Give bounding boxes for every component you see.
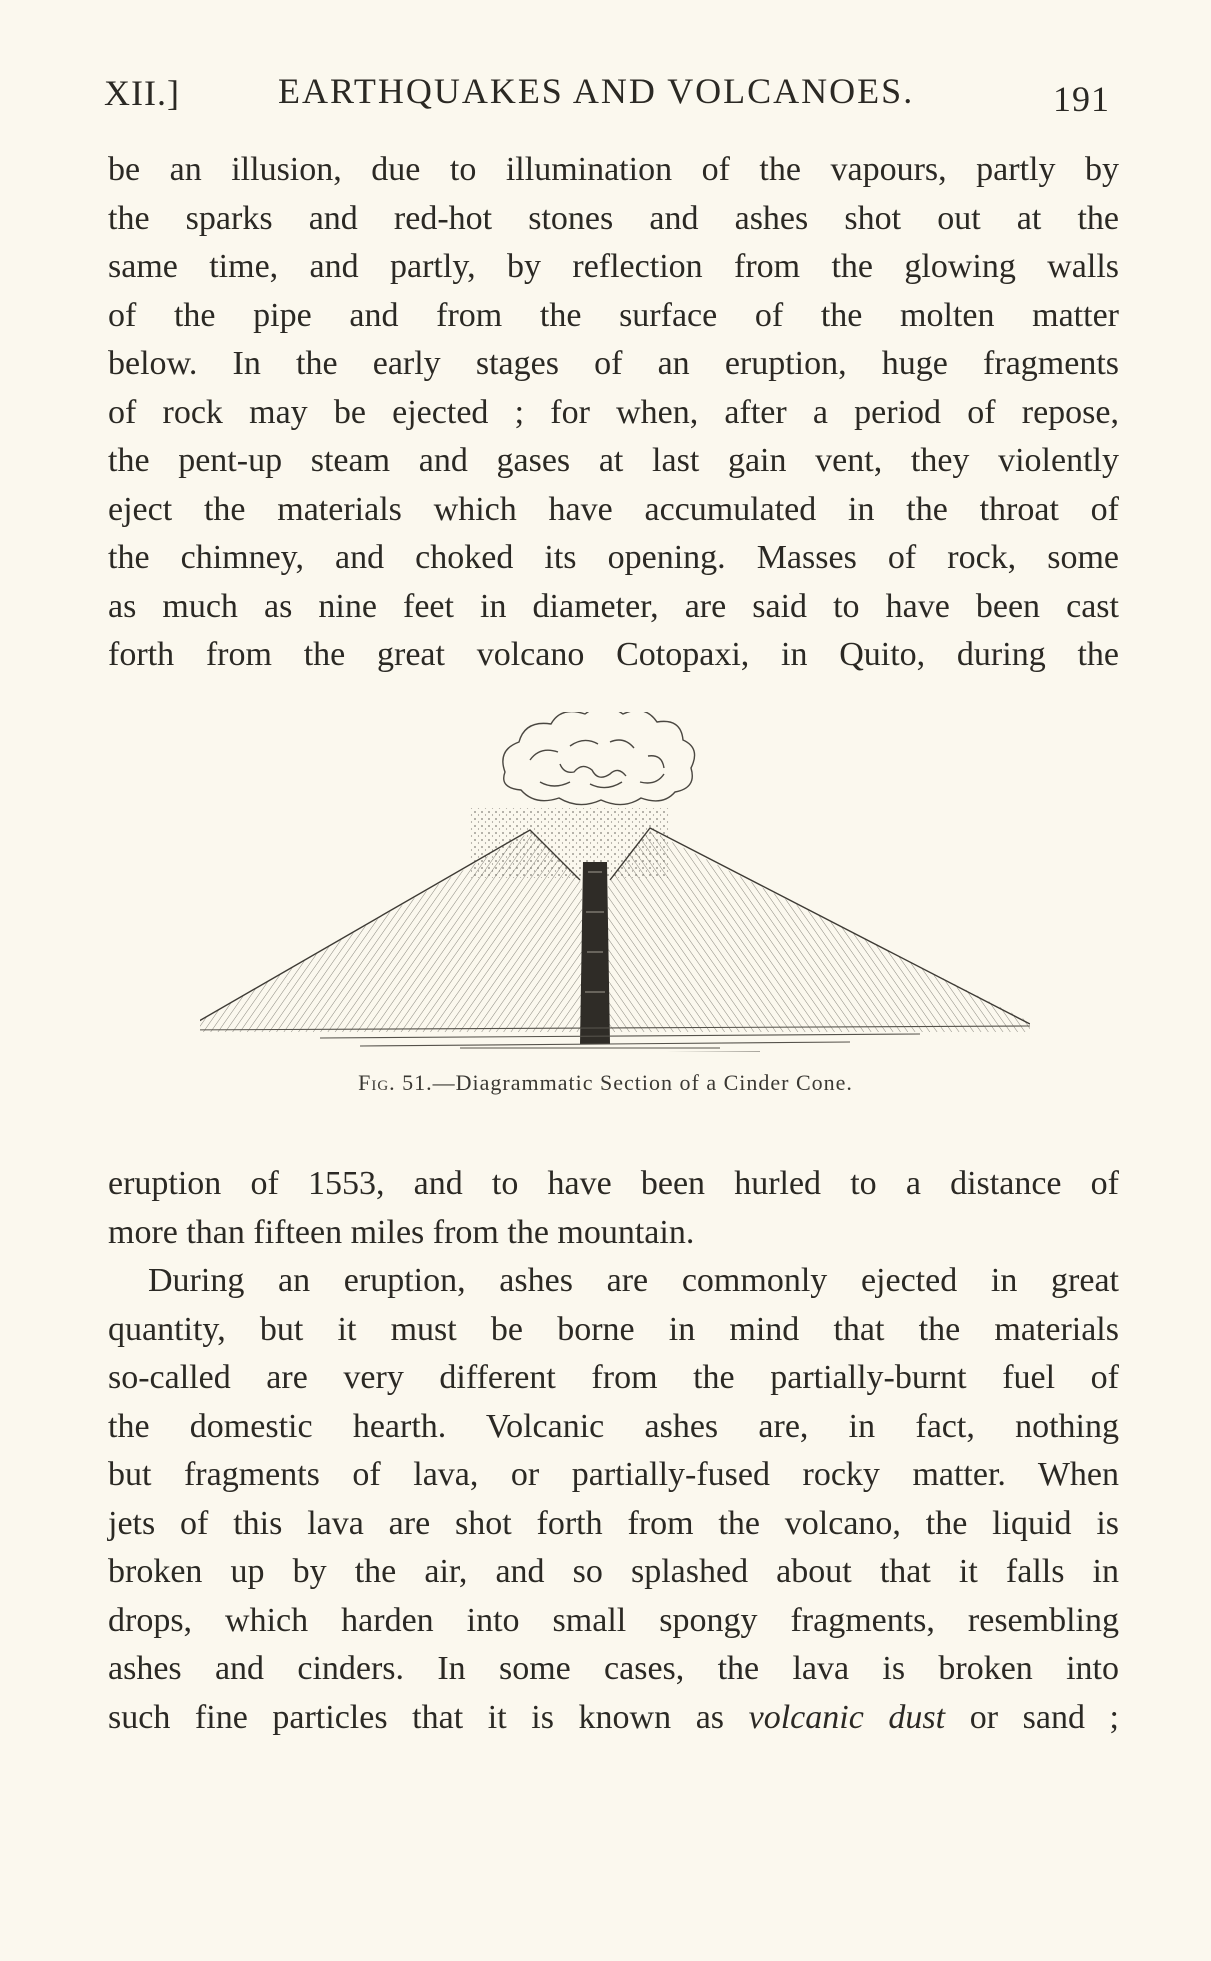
page-number: 191 — [1053, 79, 1110, 119]
text-line: During an eruption, ashes are commonly ejected in great — [148, 1262, 1119, 1299]
cone-left-flank — [200, 832, 582, 1032]
text-line: of rock may be ejected ; for when, after a period of repose, — [108, 393, 1119, 431]
cinder-cone-illustration — [200, 712, 1030, 1052]
running-head — [104, 66, 1112, 119]
figure-caption — [0, 1070, 1211, 1096]
text-line: quantity, but it must be borne in mind that the materials — [108, 1310, 1119, 1348]
cinder-cone-figure — [200, 712, 1030, 1052]
italic-term: volcanic dust — [748, 1698, 946, 1736]
text-line: the domestic hearth. Volcanic ashes are, in fact, nothing — [108, 1407, 1119, 1445]
text-line: broken up by the air, and so splashed about that it falls in — [108, 1553, 1119, 1590]
text-line: eject the materials which have accumulated in the throat of — [108, 490, 1119, 528]
text-line: same time, and partly, by reflection from the glowing walls — [108, 248, 1119, 285]
text-line: be an illusion, due to illumination of the vapours, partly by — [108, 151, 1119, 188]
text-line: as much as nine feet in diameter, are said to have been cast — [108, 587, 1119, 625]
text-line-final — [108, 1694, 1119, 1743]
figure-caption-text: —Diagrammatic Section of a Cinder Cone. — [432, 1070, 853, 1095]
text-line: eruption of 1553, and to have been hurled to a distance of — [108, 1165, 1119, 1202]
text-line: jets of this lava are shot forth from the volcano, the liquid is — [108, 1504, 1119, 1542]
text-line: of the pipe and from the surface of the molten matter — [108, 296, 1119, 334]
text-line: the chimney, and choked its opening. Masses of rock, some — [108, 539, 1119, 576]
text-line: forth from the great volcano Cotopaxi, in Quito, during the — [108, 636, 1119, 673]
paragraph-1-continued-and-paragraph-2 — [108, 1160, 1119, 1742]
eruption-cloud — [503, 712, 695, 805]
text-line: so-called are very different from the partially-burnt fuel of — [108, 1359, 1119, 1396]
volcanic-pipe — [580, 862, 610, 1044]
text-segment: or sand ; — [945, 1698, 1120, 1736]
figure-label: Fig. 51. — [358, 1070, 433, 1095]
text-line: the pent-up steam and gases at last gain vent, they violently — [108, 442, 1119, 479]
text-line: but fragments of lava, or partially-fused rocky matter. When — [108, 1456, 1119, 1493]
text-line: below. In the early stages of an eruption, huge fragments — [108, 345, 1119, 382]
text-line: drops, which harden into small spongy fragments, resembling — [108, 1601, 1119, 1639]
text-line: more than fifteen miles from the mountain. — [108, 1213, 695, 1251]
chapter-marker: XII.] — [104, 73, 180, 113]
cone-right-flank — [608, 830, 1030, 1032]
paragraph-1 — [108, 146, 1119, 680]
text-line: ashes and cinders. In some cases, the lava is broken into — [108, 1650, 1119, 1687]
text-line: the sparks and red-hot stones and ashes shot out at the — [108, 199, 1119, 237]
text-segment: such fine particles that it is known as — [108, 1698, 749, 1736]
running-title: EARTHQUAKES AND VOLCANOES. — [278, 71, 915, 111]
